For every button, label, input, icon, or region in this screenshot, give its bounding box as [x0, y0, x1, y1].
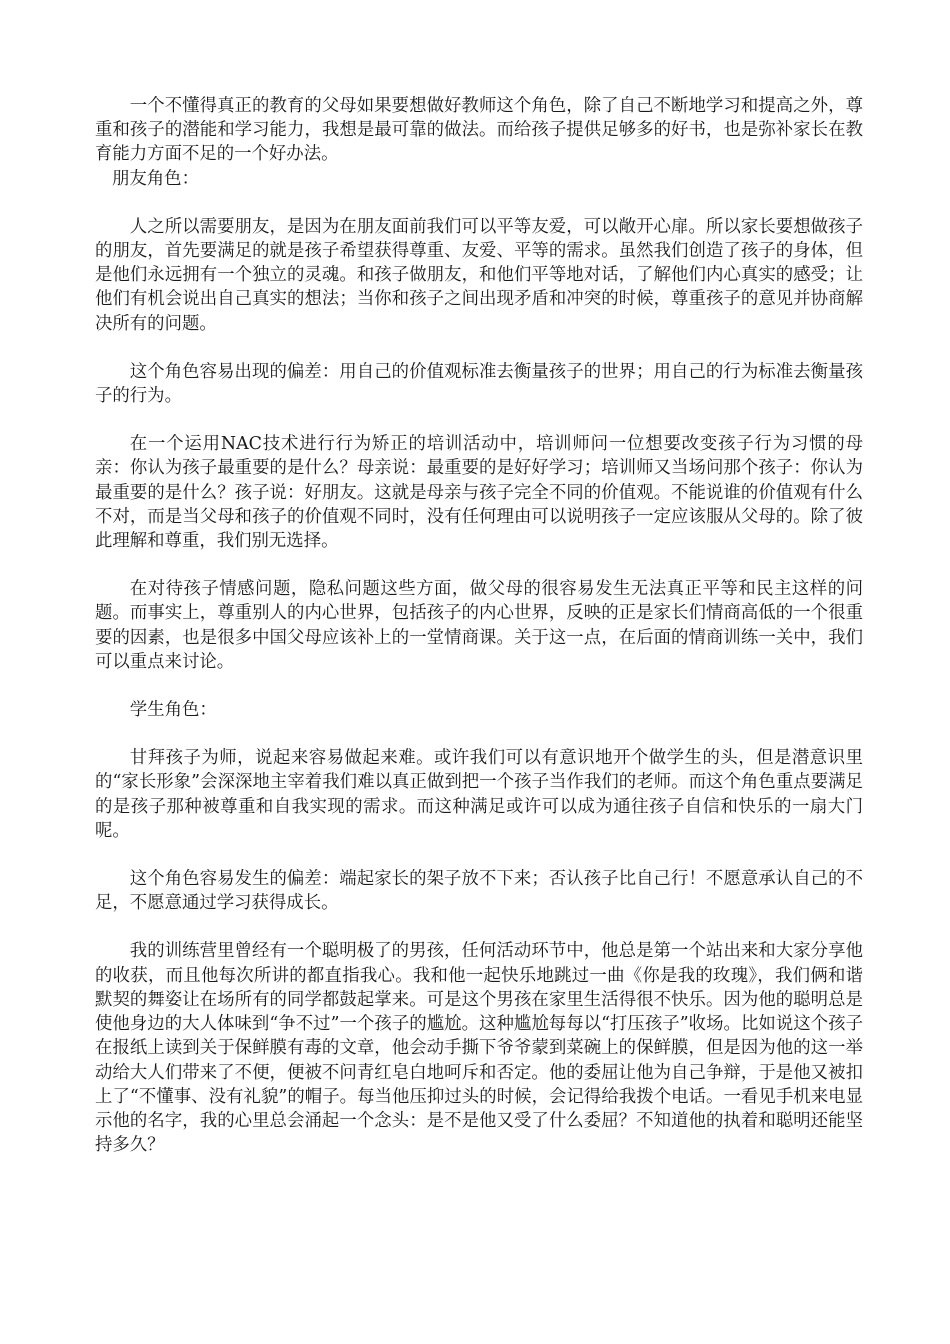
paragraph-gap: [95, 722, 863, 746]
paragraph-gap: [95, 553, 863, 577]
paragraph-student-role-deviation: 这个角色容易发生的偏差：端起家长的架子放不下来；否认孩子比自己行！不愿意承认自己的不足，不愿意通过学习获得成长。: [95, 869, 863, 914]
paragraph-student-role: 甘拜孩子为师，说起来容易做起来难。或许我们可以有意识地开个做学生的头，但是潜意识里的“家长形象”会深深地主宰着我们难以真正做到把一个孩子当作我们的老师。而这个角色重点要满足的是孩子那种被尊重和自我实现的需求。而这种满足或许可以成为通往孩子自信和快乐的一扇大门呢。: [95, 748, 863, 841]
paragraph-gap: [95, 336, 863, 360]
document-body: [95, 94, 863, 1157]
paragraph-teacher-role-conclusion: 一个不懂得真正的教育的父母如果要想做好教师这个角色，除了自己不断地学习和提高之外，尊重和孩子的潜能和学习能力，我想是最可靠的做法。而给孩子提供足够多的好书，也是弥补家长在教育能力方面不足的一个好办法。: [95, 96, 863, 165]
paragraph-friend-role-deviation: 这个角色容易出现的偏差：用自己的价值观标准去衡量孩子的世界；用自己的行为标准去衡量孩子的行为。: [95, 361, 863, 407]
paragraph-gap: [95, 915, 863, 939]
paragraph-emotion-privacy: 在对待孩子情感问题，隐私问题这些方面，做父母的很容易发生无法真正平等和民主这样的问题。而事实上，尊重别人的内心世界，包括孩子的内心世界，反映的正是家长们情商高低的一个很重要的因素，也是很多中国父母应该补上的一堂情商课。关于这一点，在后面的情商训练一关中，我们可以重点来讨论。: [95, 579, 863, 672]
heading-student-role: 学生角色：: [129, 700, 217, 721]
paragraph-gap: [95, 408, 863, 432]
paragraph-gap: [95, 843, 863, 867]
paragraph-gap: [95, 191, 863, 215]
paragraph-nac-example: 在一个运用NAC技术进行行为矫正的培训活动中，培训师问一位想要改变孩子行为习惯的母亲：你认为孩子最重要的是什么？母亲说：最重要的是好好学习；培训师又当场问那个孩子：你认为最重要的是什么？孩子说：好朋友。这就是母亲与孩子完全不同的价值观。不能说谁的价值观有什么不对，而是当父母和孩子的价值观不同时，没有任何理由可以说明孩子一定应该服从父母的。除了彼此理解和尊重，我们别无选择。: [95, 434, 863, 552]
paragraph-training-camp-story: 我的训练营里曾经有一个聪明极了的男孩，任何活动环节中，他总是第一个站出来和大家分享他的收获，而且他每次所讲的都直指我心。我和他一起快乐地跳过一曲《你是我的玫瑰》，我们俩和谐默契的舞姿让在场所有的同学都鼓起掌来。可是这个男孩在家里生活得很不快乐。因为他的聪明总是使他身边的大人体味到“争不过”一个孩子的尴尬。这种尴尬每每以“打压孩子”收场。比如说这个孩子在报纸上读到关于保鲜膜有毒的文章，他会动手撕下爷爷蒙到菜碗上的保鲜膜，但是因为他的这一举动给大人们带来了不便，便被不问青红皂白地呵斥和否定。他的委屈让他为自己争辩，于是他又被扣上了“不懂事、没有礼貌”的帽子。每当他压抑过头的时候，会记得给我拨个电话。一看见手机来电显示他的名字，我的心里总会涌起一个念头：是不是他又受了什么委屈？不知道他的执着和聪明还能坚持多久？: [95, 941, 863, 1156]
heading-friend-role: 朋友角色：: [112, 168, 199, 189]
paragraph-friend-role: 人之所以需要朋友，是因为在朋友面前我们可以平等友爱，可以敞开心扉。所以家长要想做孩子的朋友，首先要满足的就是孩子希望获得尊重、友爱、平等的需求。虽然我们创造了孩子的身体，但是他们永远拥有一个独立的灵魂。和孩子做朋友，和他们平等地对话，了解他们内心真实的感受；让他们有机会说出自己真实的想法；当你和孩子之间出现矛盾和冲突的时候，尊重孩子的意见并协商解决所有的问题。: [95, 216, 863, 334]
paragraph-gap: [95, 674, 863, 698]
